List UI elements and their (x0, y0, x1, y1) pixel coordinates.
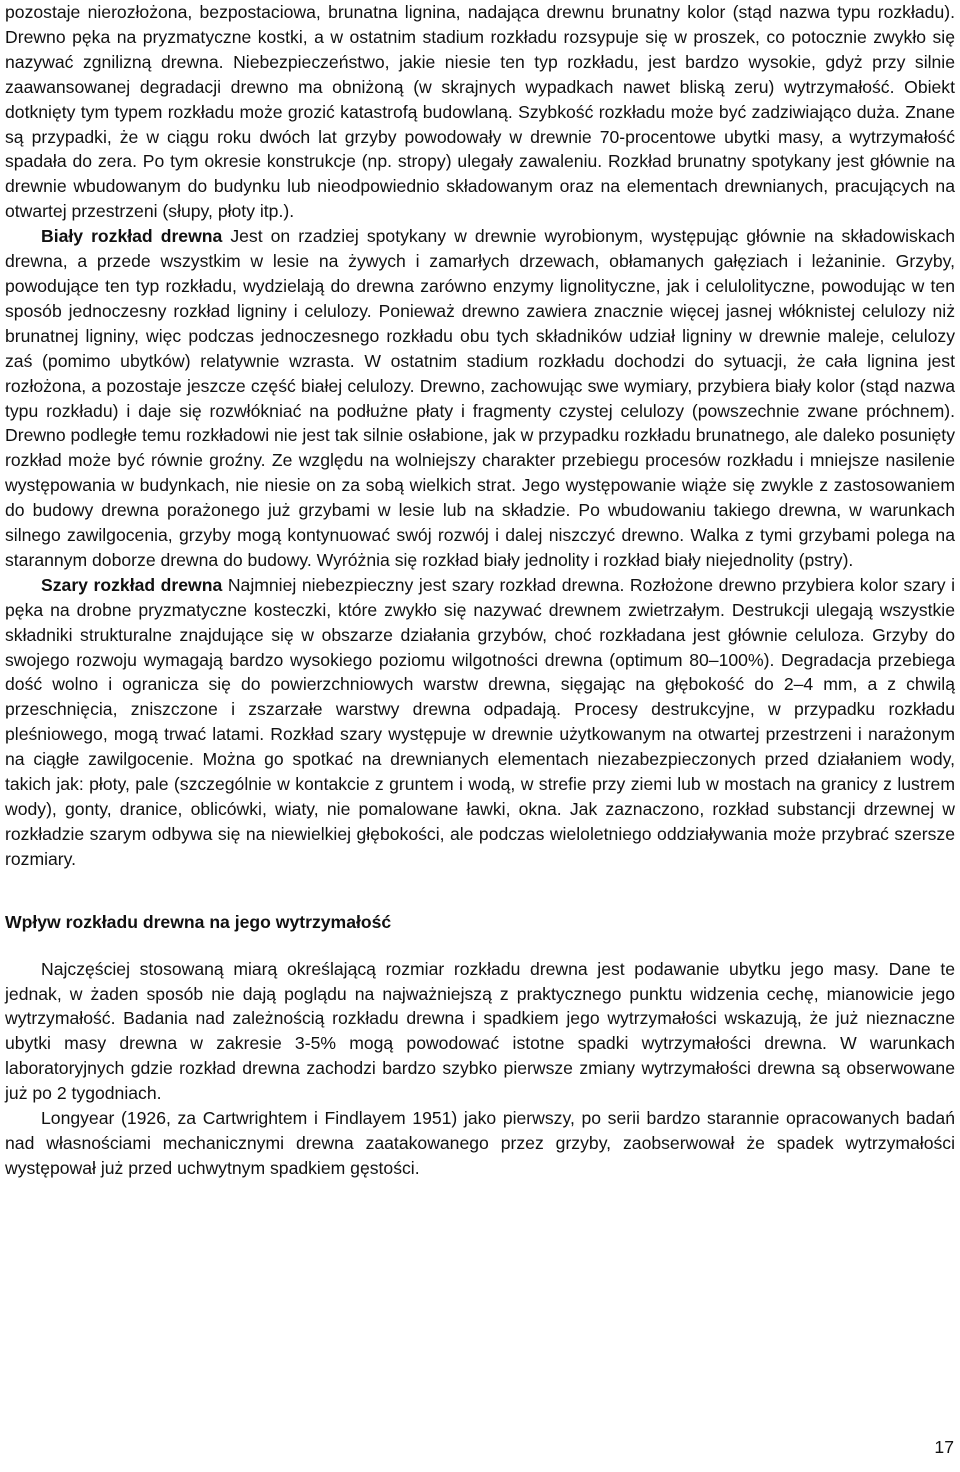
section-spacer (5, 872, 955, 910)
grey-rot-body: Najmniej niebezpieczny jest szary rozkład drewna. Rozłożone drewno przybiera kolor szary i pęka na drobne pryzmatyczne kosteczki, które zwykło się nazywać drewnem zwietrzałym. Destrukcji ulegają wszystkie składniki strukturalne znajdujące się w obszarze działania grzybów, choć rozkładana jest głównie celuloza. Grzyby do swojego rozwoju wymagają bardzo wysokiego poziomu wilgotności drewna (optimum 80–100%). Degradacja przebiega dość wolno i ogranicza się do powierzchniowych warstw drewna, sięgając na głębokość do 2–4 mm, a z chwilą przeschnięcia, zniszczone i zszarzałe warstwy drewna odpadają. Procesy destrukcyjne, w przypadku rozkładu pleśniowego, mogą trwać latami. Rozkład szary występuje w drewnie użytkowanym na otwartej przestrzeni i narażonym na ciągłe zawilgocenie. Można go spotkać na drewnianych elementach niezabezpieczonych przed działaniem wody, takich jak: płoty, pale (szczególnie w kontakcie z gruntem i wodą, w strefie przy ziemi lub w mostach na granicy z lustrem wody), gonty, dranice, oblicówki, wiaty, nie pomalowane ławki, okna. Jak zaznaczono, rozkład substancji drzewnej w rozkładzie szarym odbywa się na niewielkiej głębokości, ale podczas wieloletniego oddziaływania może przybrać szersze rozmiary. (5, 574, 956, 869)
document-page (5, 0, 955, 1181)
paragraph-white-rot (5, 224, 955, 573)
section-heading: Wpływ rozkładu drewna na jego wytrzymałość (5, 911, 392, 932)
grey-rot-lead-term: Szary rozkład drewna (41, 574, 223, 595)
paragraph-longyear: Longyear (1926, za Cartwrightem i Findlayem 1951) jako pierwszy, po serii bardzo starannie opracowanych badań nad własnościami mechanicznymi drewna zaatakowanego przez grzyby, zaobserwował że spadek wytrzymałości występował już przed uchwytnym spadkiem gęstości. (5, 1108, 955, 1178)
paragraph-mass-loss: Najczęściej stosowaną miarą określającą rozmiar rozkładu drewna jest podawanie ubytku jego masy. Dane te jednak, w żaden sposób nie dają poglądu na najważniejszą z praktycznego punktu widzenia cechę, mianowicie jego wytrzymałość. Badania nad zależnością rozkładu drewna i spadkiem jego wytrzymałości wskazują, że już nieznaczne ubytki masy drewna w zakresie 3-5% mogą powodować istotne spadki wytrzymałości drewna. W warunkach laboratoryjnych gdzie rozkład drewna zachodzi bardzo szybko pierwsze zmiany wytrzymałości drewna są obserwowane już po 2 tygodniach. (5, 958, 955, 1104)
heading-spacer (5, 935, 955, 957)
paragraph-brown-rot-continuation: pozostaje nierozłożona, bezpostaciowa, brunatna lignina, nadająca drewnu brunatny kolor (stąd nazwa typu rozkładu). Drewno pęka na pryzmatyczne kostki, a w ostatnim stadium rozkładu rozsypuje się w proszek, co potocznie zwykło się nazywać zgnilizną drewna. Niebezpieczeństwo, jakie niesie ten typ rozkładu, jest bardzo wysokie, gdyż przy silnie zaawansowanej degradacji drewno ma obniżoną (w skrajnych wypadkach nawet bliską zeru) wytrzymałość. Obiekt dotknięty tym typem rozkładu może grozić katastrofą budowlaną. Szybkość rozkładu może być zadziwiająco duża. Znane są przypadki, że w ciągu roku dwóch lat grzyby powodowały w drewnie 70-procentowe ubytki masy, a wytrzymałość spadała do zera. Po tym okresie konstrukcje (np. stropy) ulegały zawaleniu. Rozkład brunatny spotykany jest głównie na drewnie wbudowanym do budynku lub nieodpowiednio składowanym oraz na elementach drewnianych, pracujących na otwartej przestrzeni (słupy, płoty itp.). (5, 2, 955, 222)
paragraph-grey-rot (5, 573, 955, 872)
white-rot-lead-term: Biały rozkład drewna (41, 226, 223, 247)
white-rot-body: Jest on rzadziej spotykany w drewnie wyrobionym, występując głównie na składowiskach drewna, a przede wszystkim w lesie na żywych i zamarłych drzewach, obłamanych gałęziach i leżaninie. Grzyby, powodujące ten typ rozkładu, wydzielają do drewna zarówno enzymy lignolityczne, jak i celulolityczne, powodując w ten sposób jednoczesny rozkład ligniny i celulozy. Ponieważ drewno zawiera znacznie więcej jasnej włóknistej celulozy niż brunatnej ligniny, więc podczas jednoczesnego rozkładu obu tych składników udział ligniny w drewnie maleje, celulozy zaś (pomimo ubytków) relatywnie wzrasta. W ostatnim stadium rozkładu dochodzi do sytuacji, że cała lignina jest rozłożona, a pozostaje jeszcze część białej celulozy. Drewno, zachowując swe wymiary, przybiera biały kolor (stąd nazwa typu rozkładu) i daje się rozwłókniać na podłużne płaty i fragmenty czystej celulozy (powszechnie zwane próchnem). Drewno podległe temu rozkładowi nie jest tak silnie osłabione, jak w przypadku rozkładu brunatnego, ale daleko posunięty rozkład może być równie groźny. Ze względu na wolniejszy charakter przebiegu procesów rozkładu i mniejsze nasilenie występowania w budynkach, nie niesie on za sobą wielkich strat. Jego występowanie wiąże się zwykle z zastosowaniem do budowy drewna porażonego już grzybami w lesie lub na składzie. Po wbudowaniu takiego drewna, w warunkach silnego zawilgocenia, grzyby mogą kontynuować swój rozwój i dalej niszczyć drewno. Walka z tymi grzybami polega na starannym doborze drewna do budowy. Wyróżnia się rozkład biały jednolity i rozkład biały niejednolity (pstry). (5, 226, 955, 570)
page-number: 17 (934, 1437, 954, 1457)
